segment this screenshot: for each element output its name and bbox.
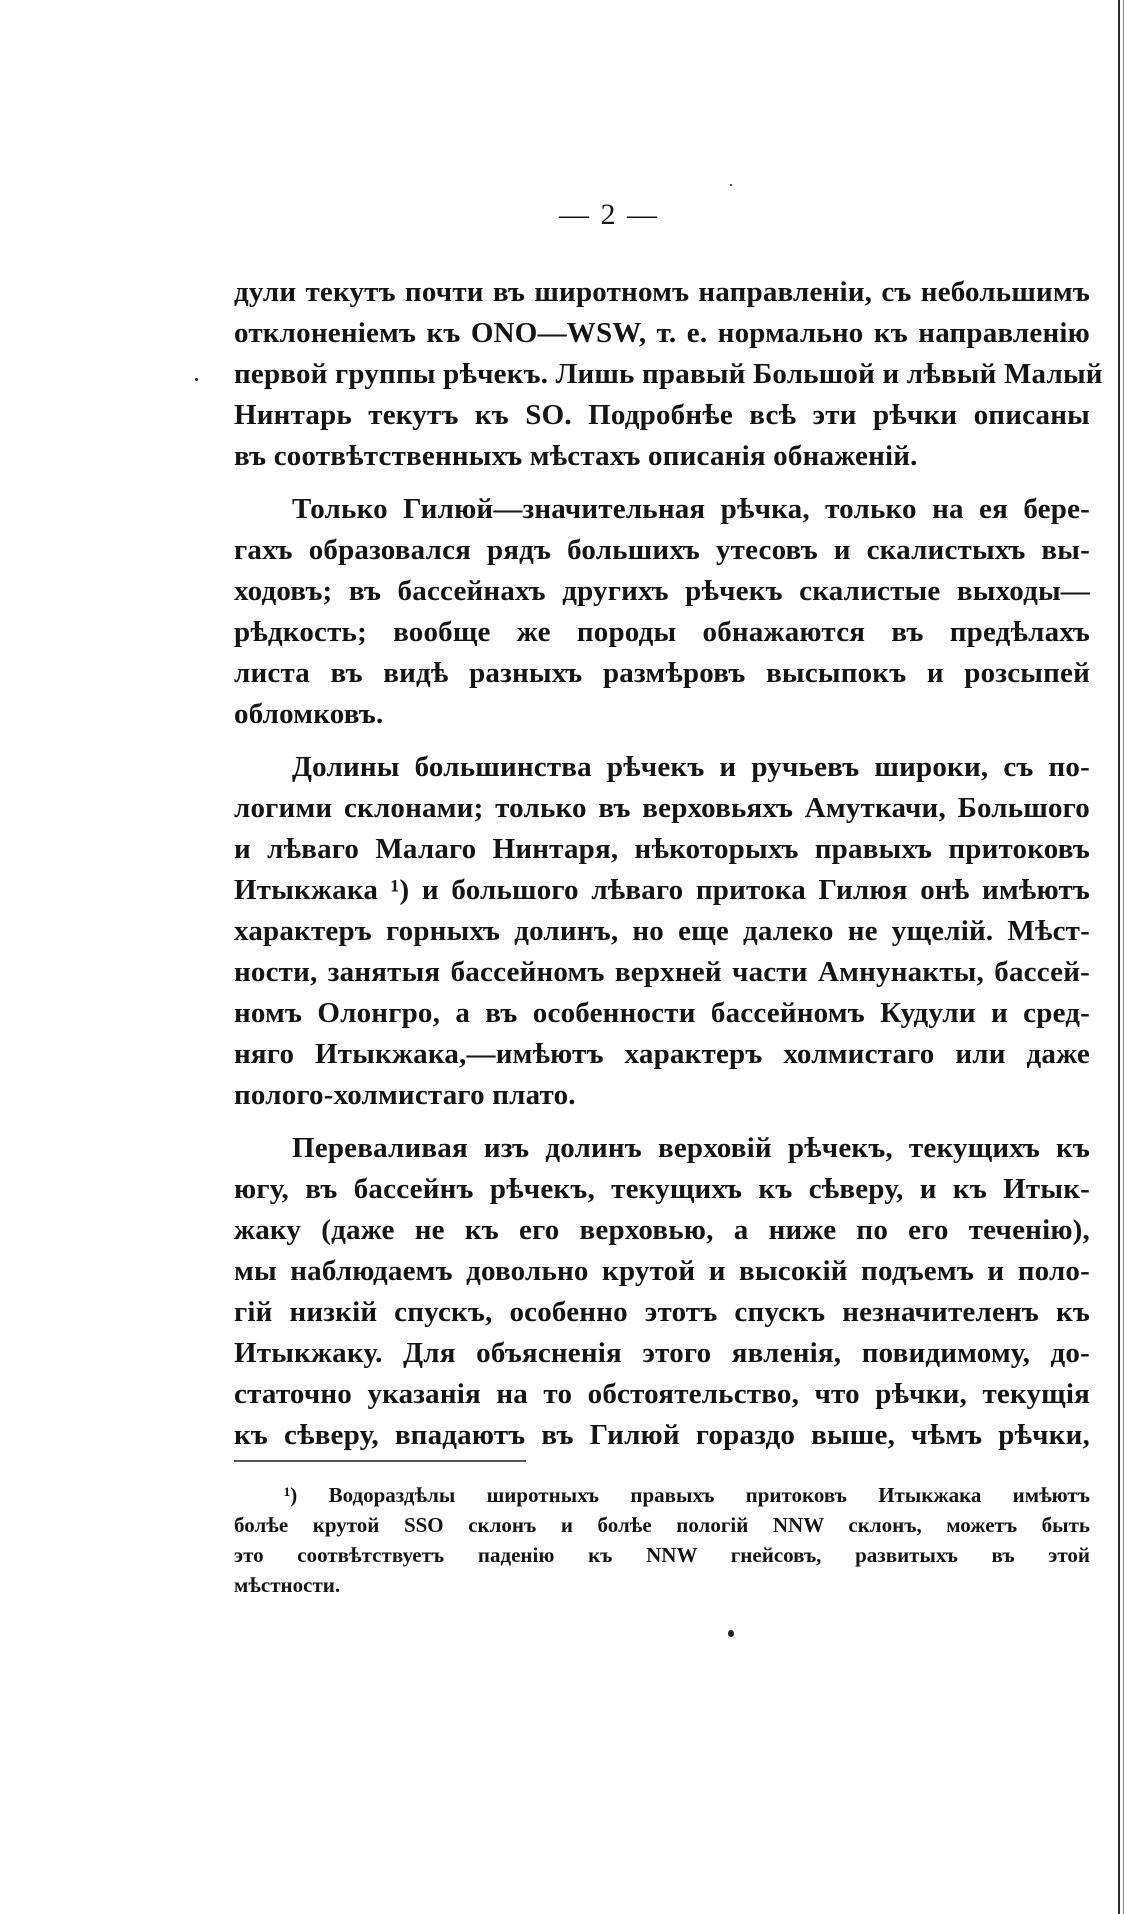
footnote-line: мѣстности.: [234, 1573, 341, 1597]
paragraph-4: [234, 1128, 1090, 1456]
footnote-line: это соотвѣтствуетъ паденію къ NNW гнейсовъ, развитыхъ въ этой: [234, 1543, 1090, 1567]
text-line: Нинтарь текутъ къ SO. Подробнѣе всѣ эти рѣчки описаны: [234, 399, 1090, 431]
text-line: дули текутъ почти въ широтномъ направленіи, съ небольшимъ: [234, 276, 1090, 308]
paragraph-gap: [234, 735, 1090, 747]
text-line: статочно указанія на то обстоятельство, что рѣчки, текущія: [234, 1378, 1090, 1410]
page-number-text: — 2 —: [559, 198, 659, 231]
text-line: Итыкжаку. Для объясненія этого явленія, повидимому, до-: [234, 1337, 1090, 1369]
text-line: Итыкжака ¹) и большого лѣваго притока Гилюя онѣ имѣютъ: [234, 874, 1090, 906]
page-edge-line-secondary: [1123, 0, 1124, 1914]
text-line: жаку (даже не къ его верховью, а ниже по его теченію),: [234, 1214, 1090, 1246]
text-line: рѣдкость; вообще же породы обнажаются въ предѣлахъ: [234, 616, 1090, 648]
paragraph-3: [234, 747, 1090, 1116]
text-line: ности, занятыя бассейномъ верхней части Амнунакты, бассей-: [234, 956, 1090, 988]
text-line: гій низкій спускъ, особенно этотъ спускъ незначителенъ къ: [234, 1296, 1090, 1328]
scan-speck: [728, 1630, 734, 1637]
body-text: [234, 272, 1103, 1456]
text-line: няго Итыкжака,—имѣютъ характеръ холмистаго или даже: [234, 1038, 1090, 1070]
text-line: Переваливая изъ долинъ верховій рѣчекъ, текущихъ къ: [292, 1132, 1090, 1164]
text-line: характеръ горныхъ долинъ, но еще далеко не ущелій. Мѣст-: [234, 915, 1090, 947]
text-line: первой группы рѣчекъ. Лишь правый Большой и лѣвый Малый: [234, 358, 1103, 390]
footnote-line: болѣе крутой SSO склонъ и болѣе пологій NNW склонъ, можетъ быть: [234, 1513, 1090, 1537]
text-line: полого-холмистаго плато.: [234, 1079, 576, 1111]
paragraph-1: [234, 272, 1103, 477]
footnote-line: ¹) Водораздѣлы широтныхъ правыхъ притоковъ Итыкжака имѣютъ: [284, 1483, 1090, 1507]
page-edge-line: [1118, 0, 1120, 1914]
paragraph-gap: [234, 1116, 1090, 1128]
text-line: Долины большинства рѣчекъ и ручьевъ широки, съ по-: [292, 751, 1090, 783]
footnote-rule: [234, 1460, 526, 1462]
text-line: ходовъ; въ бассейнахъ другихъ рѣчекъ скалистые выходы—: [234, 575, 1090, 607]
paragraph-2: [234, 489, 1090, 735]
scan-speck: [195, 378, 198, 381]
scan-speck: [730, 184, 732, 186]
text-line: Только Гилюй—значительная рѣчка, только на ея бере-: [292, 493, 1090, 525]
text-line: югу, въ бассейнъ рѣчекъ, текущихъ къ сѣверу, и къ Итык-: [234, 1173, 1090, 1205]
text-line: логими склонами; только въ верховьяхъ Амуткачи, Большого: [234, 792, 1090, 824]
text-line: отклоненіемъ къ ONO—WSW, т. е. нормально къ направленію: [234, 317, 1090, 349]
paragraph-gap: [234, 477, 1090, 489]
text-line: листа въ видѣ разныхъ размѣровъ высыпокъ и розсыпей: [234, 657, 1090, 689]
text-line: въ соотвѣтственныхъ мѣстахъ описанія обнаженій.: [234, 440, 918, 472]
footnote: [234, 1480, 1090, 1600]
page-number: [0, 198, 1140, 232]
text-line: къ сѣверу, впадаютъ въ Гилюй гораздо выше, чѣмъ рѣчки,: [234, 1419, 1090, 1451]
text-line: гахъ образовался рядъ большихъ утесовъ и скалистыхъ вы-: [234, 534, 1090, 566]
text-line: обломковъ.: [234, 698, 384, 730]
text-line: мы наблюдаемъ довольно крутой и высокій подъемъ и поло-: [234, 1255, 1090, 1287]
text-line: и лѣваго Малаго Нинтаря, нѣкоторыхъ правыхъ притоковъ: [234, 833, 1090, 865]
text-line: номъ Олонгро, а въ особенности бассейномъ Кудули и сред-: [234, 997, 1090, 1029]
